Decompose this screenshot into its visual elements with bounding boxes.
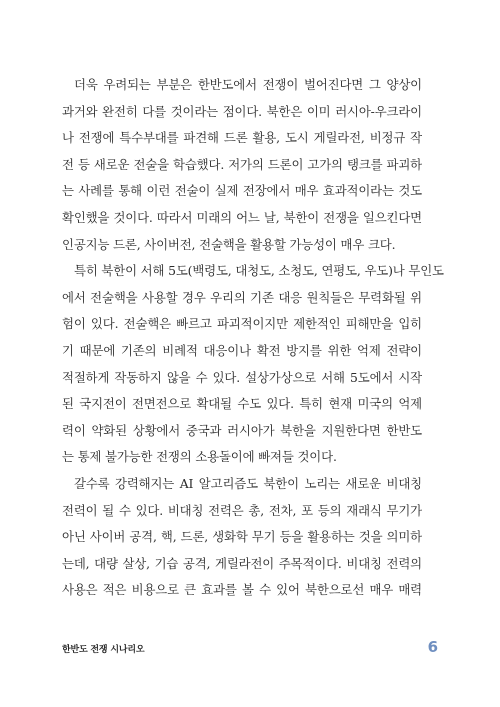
paragraph-1-line-1: 더욱 우려되는 부분은 한반도에서 전쟁이 벌어진다면 그 양상이 [74, 77, 422, 92]
paragraph-1-line-4: 전 등 새로운 전술을 학습했다. 저가의 드론이 고가의 탱크를 파괴하 [62, 156, 422, 172]
paragraph-1-line-5: 는 사례를 통해 이런 전술이 실제 전장에서 매우 효과적이라는 것도 [62, 183, 422, 199]
paragraph-2-line-8: 는 통제 불가능한 전쟁의 소용돌이에 빠져들 것이다. [62, 449, 337, 465]
paragraph-3-line-1: 갈수록 강력해지는 AI 알고리즘도 북한이 노리는 새로운 비대칭 [74, 475, 422, 491]
paragraph-3-line-2: 전력이 될 수 있다. 비대칭 전력은 총, 전차, 포 등의 재래식 무기가 [62, 502, 422, 518]
paragraph-2-line-7: 력이 약화된 상황에서 중국과 러시아가 북한을 지원한다면 한반도 [62, 422, 422, 438]
paragraph-2-line-2: 에서 전술핵을 사용할 경우 우리의 기존 대응 원칙들은 무력화될 위 [62, 289, 422, 305]
paragraph-1-line-3: 나 전쟁에 특수부대를 파견해 드론 활용, 도시 게릴라전, 비정규 작 [62, 130, 422, 146]
paragraph-1-line-7: 인공지능 드론, 사이버전, 전술핵을 활용할 가능성이 매우 크다. [62, 236, 396, 252]
paragraph-2-line-1: 특히 북한이 서해 5도(백령도, 대청도, 소청도, 연평도, 우도)나 무인도 [74, 263, 444, 279]
page-number: 6 [427, 638, 438, 656]
paragraph-3-line-4: 는데, 대량 살상, 기습 공격, 게릴라전이 주목적이다. 비대칭 전력의 [62, 555, 422, 571]
paragraph-3-line-3: 아닌 사이버 공격, 핵, 드론, 생화학 무기 등을 활용하는 것을 의미하 [62, 529, 422, 545]
paragraph-1-line-6: 확인했을 것이다. 따라서 미래의 어느 날, 북한이 전쟁을 일으킨다면 [62, 209, 422, 225]
paragraph-2-line-3: 험이 있다. 전술핵은 빠르고 파괴적이지만 제한적인 피해만을 입히 [62, 316, 422, 332]
paragraph-3-line-5: 사용은 적은 비용으로 큰 효과를 볼 수 있어 북한으로선 매우 매력 [62, 582, 422, 598]
page-footer [62, 638, 438, 658]
body-text [62, 72, 444, 604]
running-footer-title: 한반도 전쟁 시나리오 [62, 645, 145, 655]
paragraph-2-line-5: 적절하게 작동하지 않을 수 있다. 설상가상으로 서해 5도에서 시작 [62, 369, 422, 385]
paragraph-2-line-6: 된 국지전이 전면전으로 확대될 수도 있다. 특히 현재 미국의 억제 [62, 396, 422, 412]
paragraph-2-line-4: 기 때문에 기존의 비례적 대응이나 확전 방지를 위한 억제 전략이 [62, 342, 422, 358]
paragraph-1-line-2: 과거와 완전히 다를 것이라는 점이다. 북한은 이미 러시아-우크라이 [62, 103, 422, 119]
